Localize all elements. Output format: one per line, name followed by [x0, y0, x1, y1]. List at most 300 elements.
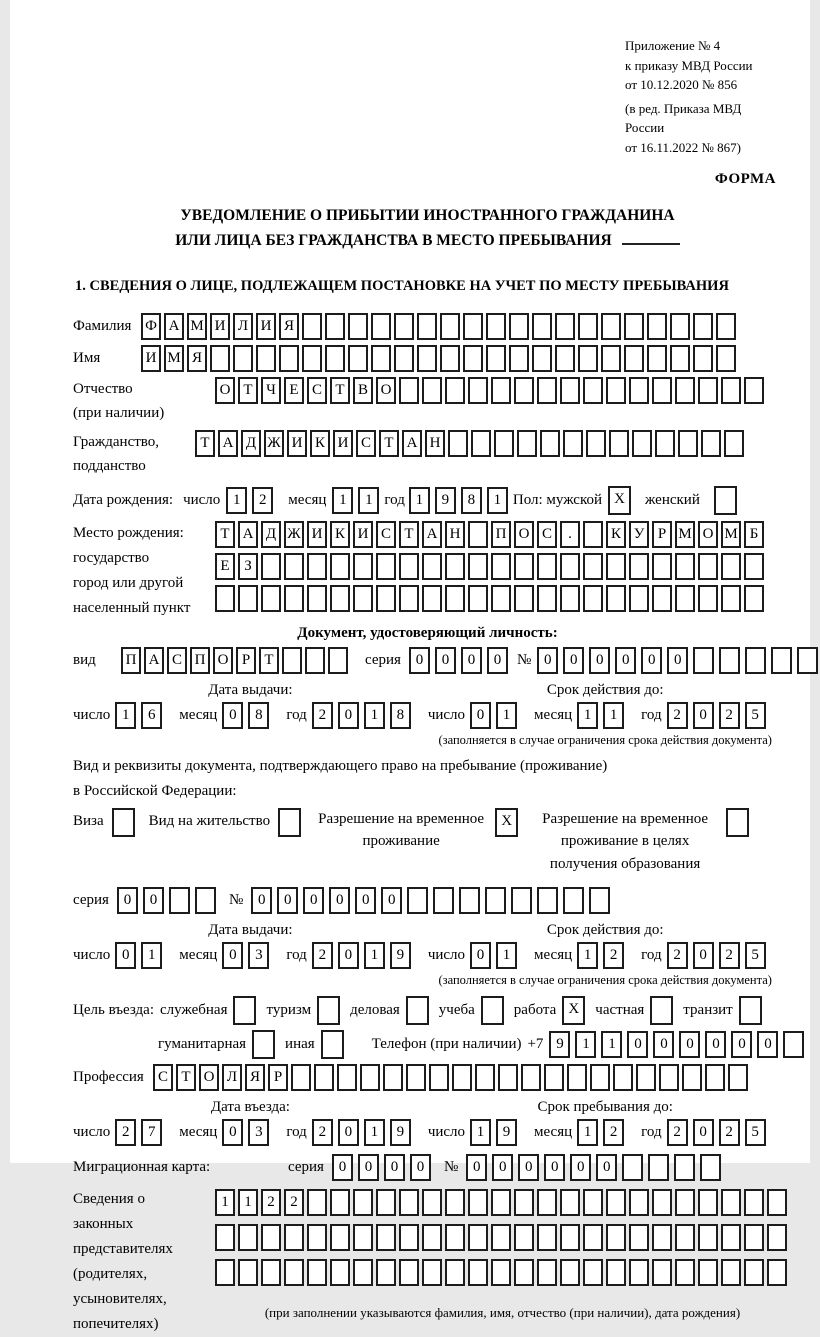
doc-number-box[interactable]: 0 — [537, 647, 558, 674]
birth-place-char-box[interactable]: О — [698, 521, 718, 548]
birth-place-char-box[interactable]: И — [353, 521, 373, 548]
birth-place-char-box[interactable]: Ж — [284, 521, 304, 548]
profession-char-box[interactable] — [498, 1064, 518, 1091]
profession-char-box[interactable]: О — [199, 1064, 219, 1091]
migration-number-box[interactable] — [674, 1154, 695, 1181]
birth-place-char-box[interactable] — [376, 585, 396, 612]
representative-char-box[interactable] — [537, 1259, 557, 1286]
business-checkbox[interactable] — [406, 996, 429, 1025]
birth-place-char-box[interactable]: С — [537, 521, 557, 548]
doc-kind-char-box[interactable]: Т — [259, 647, 279, 674]
migration-series-box[interactable]: 0 — [332, 1154, 353, 1181]
valid-day-box[interactable]: 0 — [470, 702, 491, 729]
migration-number-box[interactable]: 0 — [518, 1154, 539, 1181]
birth-place-char-box[interactable] — [399, 585, 419, 612]
birth-place-char-box[interactable]: П — [491, 521, 511, 548]
profession-char-box[interactable] — [475, 1064, 495, 1091]
name-char-box[interactable] — [463, 345, 483, 372]
profession-char-box[interactable] — [705, 1064, 725, 1091]
representative-char-box[interactable] — [284, 1259, 304, 1286]
representative-char-box[interactable] — [583, 1259, 603, 1286]
birth-place-char-box[interactable]: К — [330, 521, 350, 548]
name-char-box[interactable] — [256, 345, 276, 372]
name-char-box[interactable] — [394, 345, 414, 372]
birth-place-char-box[interactable] — [307, 553, 327, 580]
representative-char-box[interactable] — [399, 1189, 419, 1216]
profession-char-box[interactable] — [521, 1064, 541, 1091]
residence-series-box[interactable] — [169, 887, 190, 914]
residence-valid-month-box[interactable]: 1 — [577, 942, 598, 969]
representative-char-box[interactable] — [698, 1224, 718, 1251]
representative-char-box[interactable] — [353, 1224, 373, 1251]
residence-number-box[interactable] — [485, 887, 506, 914]
citizenship-char-box[interactable]: А — [402, 430, 422, 457]
doc-kind-char-box[interactable]: А — [144, 647, 164, 674]
profession-char-box[interactable] — [728, 1064, 748, 1091]
birth-place-char-box[interactable] — [284, 553, 304, 580]
stay-year-box[interactable]: 2 — [719, 1119, 740, 1146]
residence-series-box[interactable]: 0 — [117, 887, 138, 914]
representative-char-box[interactable] — [675, 1189, 695, 1216]
residence-number-box[interactable]: 0 — [277, 887, 298, 914]
residence-issue-year-box[interactable]: 1 — [364, 942, 385, 969]
residence-number-box[interactable] — [433, 887, 454, 914]
representative-char-box[interactable] — [215, 1259, 235, 1286]
representative-char-box[interactable] — [422, 1259, 442, 1286]
birth-place-char-box[interactable] — [537, 585, 557, 612]
surname-char-box[interactable] — [394, 313, 414, 340]
birth-place-char-box[interactable] — [560, 585, 580, 612]
migration-number-box[interactable]: 0 — [544, 1154, 565, 1181]
birth-place-char-box[interactable]: З — [238, 553, 258, 580]
birth-place-char-box[interactable] — [675, 585, 695, 612]
patronymic-char-box[interactable]: О — [376, 377, 396, 404]
residence-series-box[interactable] — [195, 887, 216, 914]
birth-place-char-box[interactable]: Т — [399, 521, 419, 548]
humanitarian-checkbox[interactable] — [252, 1030, 275, 1059]
birth-place-char-box[interactable]: Д — [261, 521, 281, 548]
birth-place-char-box[interactable] — [261, 585, 281, 612]
doc-number-box[interactable] — [693, 647, 714, 674]
residence-number-box[interactable]: 0 — [381, 887, 402, 914]
birth-place-char-box[interactable] — [353, 585, 373, 612]
birth-place-char-box[interactable] — [307, 585, 327, 612]
birth-place-char-box[interactable] — [629, 553, 649, 580]
representative-char-box[interactable] — [514, 1259, 534, 1286]
doc-kind-char-box[interactable] — [328, 647, 348, 674]
name-char-box[interactable] — [716, 345, 736, 372]
issue-day-box[interactable]: 6 — [141, 702, 162, 729]
representative-char-box[interactable] — [514, 1224, 534, 1251]
residence-valid-month-box[interactable]: 2 — [603, 942, 624, 969]
representative-char-box[interactable]: 2 — [261, 1189, 281, 1216]
name-char-box[interactable]: И — [141, 345, 161, 372]
representative-char-box[interactable] — [261, 1259, 281, 1286]
birth-place-char-box[interactable] — [330, 553, 350, 580]
birth-year-box[interactable]: 1 — [409, 487, 430, 514]
residence-number-box[interactable]: 0 — [303, 887, 324, 914]
citizenship-char-box[interactable] — [701, 430, 721, 457]
profession-char-box[interactable]: Р — [268, 1064, 288, 1091]
representative-char-box[interactable] — [330, 1189, 350, 1216]
phone-digit-box[interactable] — [783, 1031, 804, 1058]
residence-issue-day-box[interactable]: 1 — [141, 942, 162, 969]
doc-series-box[interactable]: 0 — [409, 647, 430, 674]
migration-number-box[interactable] — [700, 1154, 721, 1181]
representative-char-box[interactable] — [399, 1224, 419, 1251]
citizenship-char-box[interactable]: К — [310, 430, 330, 457]
residence-number-box[interactable] — [563, 887, 584, 914]
valid-month-box[interactable]: 1 — [603, 702, 624, 729]
birth-place-char-box[interactable] — [514, 585, 534, 612]
birth-place-char-box[interactable] — [376, 553, 396, 580]
name-char-box[interactable] — [325, 345, 345, 372]
citizenship-char-box[interactable]: И — [333, 430, 353, 457]
citizenship-char-box[interactable]: И — [287, 430, 307, 457]
citizenship-char-box[interactable] — [632, 430, 652, 457]
entry-day-box[interactable]: 2 — [115, 1119, 136, 1146]
profession-char-box[interactable] — [291, 1064, 311, 1091]
birth-place-char-box[interactable] — [353, 553, 373, 580]
doc-series-box[interactable]: 0 — [487, 647, 508, 674]
surname-char-box[interactable]: Ф — [141, 313, 161, 340]
entry-day-box[interactable]: 7 — [141, 1119, 162, 1146]
birth-place-char-box[interactable]: О — [514, 521, 534, 548]
representative-char-box[interactable] — [330, 1224, 350, 1251]
name-char-box[interactable] — [440, 345, 460, 372]
residence-valid-year-box[interactable]: 2 — [719, 942, 740, 969]
representative-char-box[interactable] — [468, 1189, 488, 1216]
representative-char-box[interactable] — [721, 1189, 741, 1216]
birth-place-char-box[interactable] — [422, 585, 442, 612]
representative-char-box[interactable] — [307, 1259, 327, 1286]
citizenship-char-box[interactable] — [586, 430, 606, 457]
residence-number-box[interactable] — [511, 887, 532, 914]
birth-place-char-box[interactable] — [399, 553, 419, 580]
birth-place-char-box[interactable] — [721, 585, 741, 612]
name-char-box[interactable] — [532, 345, 552, 372]
valid-year-box[interactable]: 2 — [719, 702, 740, 729]
issue-month-box[interactable]: 8 — [248, 702, 269, 729]
birth-place-char-box[interactable] — [583, 585, 603, 612]
profession-char-box[interactable] — [429, 1064, 449, 1091]
representative-char-box[interactable] — [491, 1189, 511, 1216]
doc-number-box[interactable]: 0 — [589, 647, 610, 674]
doc-kind-char-box[interactable]: Р — [236, 647, 256, 674]
profession-char-box[interactable] — [613, 1064, 633, 1091]
birth-place-char-box[interactable] — [698, 585, 718, 612]
birth-place-char-box[interactable] — [675, 553, 695, 580]
surname-char-box[interactable] — [624, 313, 644, 340]
doc-number-box[interactable] — [771, 647, 792, 674]
birth-place-char-box[interactable] — [422, 553, 442, 580]
profession-char-box[interactable] — [659, 1064, 679, 1091]
name-char-box[interactable] — [670, 345, 690, 372]
residence-number-box[interactable]: 0 — [329, 887, 350, 914]
stay-year-box[interactable]: 0 — [693, 1119, 714, 1146]
representative-char-box[interactable] — [744, 1189, 764, 1216]
name-char-box[interactable] — [371, 345, 391, 372]
surname-char-box[interactable]: Я — [279, 313, 299, 340]
citizenship-char-box[interactable]: Н — [425, 430, 445, 457]
representative-char-box[interactable] — [629, 1259, 649, 1286]
residence-issue-year-box[interactable]: 9 — [390, 942, 411, 969]
phone-digit-box[interactable]: 1 — [575, 1031, 596, 1058]
residence-number-box[interactable]: 0 — [355, 887, 376, 914]
representative-char-box[interactable] — [767, 1224, 787, 1251]
representative-char-box[interactable] — [606, 1189, 626, 1216]
residence-number-box[interactable] — [407, 887, 428, 914]
birth-place-char-box[interactable]: Б — [744, 521, 764, 548]
residence-issue-year-box[interactable]: 0 — [338, 942, 359, 969]
birth-place-char-box[interactable]: . — [560, 521, 580, 548]
representative-char-box[interactable] — [583, 1224, 603, 1251]
representative-char-box[interactable] — [307, 1189, 327, 1216]
profession-char-box[interactable] — [360, 1064, 380, 1091]
surname-char-box[interactable] — [302, 313, 322, 340]
doc-kind-char-box[interactable]: П — [121, 647, 141, 674]
representative-char-box[interactable] — [491, 1224, 511, 1251]
birth-place-char-box[interactable] — [583, 521, 603, 548]
tourism-checkbox[interactable] — [317, 996, 340, 1025]
birth-place-char-box[interactable] — [652, 553, 672, 580]
birth-place-char-box[interactable] — [629, 585, 649, 612]
doc-number-box[interactable] — [797, 647, 818, 674]
temp-residence-checkbox[interactable]: X — [495, 808, 518, 837]
surname-char-box[interactable]: А — [164, 313, 184, 340]
patronymic-char-box[interactable] — [721, 377, 741, 404]
representative-char-box[interactable] — [652, 1189, 672, 1216]
citizenship-char-box[interactable] — [494, 430, 514, 457]
surname-char-box[interactable] — [486, 313, 506, 340]
issue-month-box[interactable]: 0 — [222, 702, 243, 729]
phone-digit-box[interactable]: 1 — [601, 1031, 622, 1058]
name-char-box[interactable] — [578, 345, 598, 372]
birth-day-box[interactable]: 1 — [226, 487, 247, 514]
representative-char-box[interactable] — [514, 1189, 534, 1216]
surname-char-box[interactable] — [463, 313, 483, 340]
representative-char-box[interactable] — [537, 1189, 557, 1216]
representative-char-box[interactable] — [744, 1259, 764, 1286]
representative-char-box[interactable] — [307, 1224, 327, 1251]
phone-digit-box[interactable]: 9 — [549, 1031, 570, 1058]
surname-char-box[interactable] — [371, 313, 391, 340]
birth-place-char-box[interactable]: С — [376, 521, 396, 548]
entry-year-box[interactable]: 1 — [364, 1119, 385, 1146]
patronymic-char-box[interactable] — [445, 377, 465, 404]
citizenship-char-box[interactable]: Т — [379, 430, 399, 457]
surname-char-box[interactable] — [509, 313, 529, 340]
issue-year-box[interactable]: 8 — [390, 702, 411, 729]
patronymic-char-box[interactable] — [537, 377, 557, 404]
female-checkbox[interactable] — [714, 486, 737, 515]
birth-place-char-box[interactable] — [652, 585, 672, 612]
profession-char-box[interactable]: Т — [176, 1064, 196, 1091]
representative-char-box[interactable] — [652, 1259, 672, 1286]
representative-char-box[interactable] — [698, 1189, 718, 1216]
birth-day-box[interactable]: 2 — [252, 487, 273, 514]
representative-char-box[interactable] — [445, 1259, 465, 1286]
birth-month-box[interactable]: 1 — [332, 487, 353, 514]
name-char-box[interactable] — [693, 345, 713, 372]
issue-day-box[interactable]: 1 — [115, 702, 136, 729]
citizenship-char-box[interactable]: Ж — [264, 430, 284, 457]
doc-series-box[interactable]: 0 — [435, 647, 456, 674]
birth-place-char-box[interactable] — [560, 553, 580, 580]
stay-day-box[interactable]: 1 — [470, 1119, 491, 1146]
phone-digit-box[interactable]: 0 — [627, 1031, 648, 1058]
birth-place-char-box[interactable] — [445, 553, 465, 580]
entry-year-box[interactable]: 0 — [338, 1119, 359, 1146]
citizenship-char-box[interactable] — [448, 430, 468, 457]
surname-char-box[interactable]: И — [210, 313, 230, 340]
patronymic-char-box[interactable] — [583, 377, 603, 404]
birth-place-char-box[interactable] — [491, 553, 511, 580]
valid-year-box[interactable]: 0 — [693, 702, 714, 729]
citizenship-char-box[interactable] — [609, 430, 629, 457]
patronymic-char-box[interactable]: Т — [330, 377, 350, 404]
patronymic-char-box[interactable] — [675, 377, 695, 404]
representative-char-box[interactable] — [468, 1224, 488, 1251]
stay-month-box[interactable]: 1 — [577, 1119, 598, 1146]
doc-number-box[interactable]: 0 — [615, 647, 636, 674]
birth-place-char-box[interactable]: А — [238, 521, 258, 548]
birth-year-box[interactable]: 9 — [435, 487, 456, 514]
patronymic-char-box[interactable] — [560, 377, 580, 404]
birth-place-char-box[interactable]: К — [606, 521, 626, 548]
residence-valid-year-box[interactable]: 2 — [667, 942, 688, 969]
profession-char-box[interactable] — [337, 1064, 357, 1091]
patronymic-char-box[interactable] — [606, 377, 626, 404]
representative-char-box[interactable] — [675, 1224, 695, 1251]
surname-char-box[interactable] — [555, 313, 575, 340]
birth-place-char-box[interactable] — [698, 553, 718, 580]
representative-char-box[interactable] — [445, 1189, 465, 1216]
representative-char-box[interactable] — [376, 1224, 396, 1251]
name-char-box[interactable]: Я — [187, 345, 207, 372]
representative-char-box[interactable] — [560, 1259, 580, 1286]
issue-year-box[interactable]: 2 — [312, 702, 333, 729]
surname-char-box[interactable] — [578, 313, 598, 340]
migration-series-box[interactable]: 0 — [384, 1154, 405, 1181]
representative-char-box[interactable] — [468, 1259, 488, 1286]
birth-place-char-box[interactable] — [514, 553, 534, 580]
patronymic-char-box[interactable] — [514, 377, 534, 404]
patronymic-char-box[interactable] — [698, 377, 718, 404]
migration-number-box[interactable] — [648, 1154, 669, 1181]
phone-digit-box[interactable]: 0 — [731, 1031, 752, 1058]
residence-number-box[interactable]: 0 — [251, 887, 272, 914]
surname-char-box[interactable]: Л — [233, 313, 253, 340]
profession-char-box[interactable] — [544, 1064, 564, 1091]
study-checkbox[interactable] — [481, 996, 504, 1025]
birth-place-char-box[interactable] — [606, 553, 626, 580]
representative-char-box[interactable] — [353, 1259, 373, 1286]
patronymic-char-box[interactable]: Е — [284, 377, 304, 404]
surname-char-box[interactable] — [440, 313, 460, 340]
patronymic-char-box[interactable] — [468, 377, 488, 404]
birth-place-char-box[interactable]: И — [307, 521, 327, 548]
birth-place-char-box[interactable] — [468, 585, 488, 612]
entry-month-box[interactable]: 3 — [248, 1119, 269, 1146]
surname-char-box[interactable] — [532, 313, 552, 340]
birth-place-char-box[interactable] — [744, 553, 764, 580]
name-char-box[interactable] — [555, 345, 575, 372]
profession-char-box[interactable] — [590, 1064, 610, 1091]
name-char-box[interactable] — [302, 345, 322, 372]
citizenship-char-box[interactable] — [563, 430, 583, 457]
private-checkbox[interactable] — [650, 996, 673, 1025]
representative-char-box[interactable] — [721, 1224, 741, 1251]
valid-year-box[interactable]: 2 — [667, 702, 688, 729]
valid-day-box[interactable]: 1 — [496, 702, 517, 729]
patronymic-char-box[interactable] — [629, 377, 649, 404]
surname-char-box[interactable] — [348, 313, 368, 340]
name-char-box[interactable] — [647, 345, 667, 372]
residence-number-box[interactable] — [589, 887, 610, 914]
name-char-box[interactable] — [417, 345, 437, 372]
residence-issue-month-box[interactable]: 0 — [222, 942, 243, 969]
birth-place-char-box[interactable]: Т — [215, 521, 235, 548]
representative-char-box[interactable] — [376, 1189, 396, 1216]
surname-char-box[interactable]: И — [256, 313, 276, 340]
profession-char-box[interactable] — [682, 1064, 702, 1091]
birth-place-char-box[interactable] — [744, 585, 764, 612]
representative-char-box[interactable] — [652, 1224, 672, 1251]
citizenship-char-box[interactable] — [540, 430, 560, 457]
birth-month-box[interactable]: 1 — [358, 487, 379, 514]
birth-year-box[interactable]: 1 — [487, 487, 508, 514]
representative-char-box[interactable] — [399, 1259, 419, 1286]
birth-place-char-box[interactable]: М — [721, 521, 741, 548]
doc-number-box[interactable]: 0 — [563, 647, 584, 674]
representative-char-box[interactable] — [422, 1189, 442, 1216]
name-char-box[interactable] — [624, 345, 644, 372]
representative-char-box[interactable] — [261, 1224, 281, 1251]
surname-char-box[interactable] — [647, 313, 667, 340]
name-char-box[interactable] — [348, 345, 368, 372]
representative-char-box[interactable]: 1 — [215, 1189, 235, 1216]
temp-residence-education-checkbox[interactable] — [726, 808, 749, 837]
migration-number-box[interactable]: 0 — [466, 1154, 487, 1181]
stay-day-box[interactable]: 9 — [496, 1119, 517, 1146]
name-char-box[interactable] — [210, 345, 230, 372]
residence-valid-year-box[interactable]: 0 — [693, 942, 714, 969]
official-checkbox[interactable] — [233, 996, 256, 1025]
doc-number-box[interactable]: 0 — [667, 647, 688, 674]
representative-char-box[interactable] — [767, 1259, 787, 1286]
surname-char-box[interactable] — [670, 313, 690, 340]
patronymic-char-box[interactable]: Ч — [261, 377, 281, 404]
citizenship-char-box[interactable] — [517, 430, 537, 457]
representative-char-box[interactable] — [560, 1189, 580, 1216]
migration-series-box[interactable]: 0 — [358, 1154, 379, 1181]
residence-number-box[interactable] — [459, 887, 480, 914]
doc-series-box[interactable]: 0 — [461, 647, 482, 674]
work-checkbox[interactable]: X — [562, 996, 585, 1025]
valid-year-box[interactable]: 5 — [745, 702, 766, 729]
representative-char-box[interactable] — [491, 1259, 511, 1286]
representative-char-box[interactable] — [330, 1259, 350, 1286]
profession-char-box[interactable] — [567, 1064, 587, 1091]
entry-year-box[interactable]: 9 — [390, 1119, 411, 1146]
doc-kind-char-box[interactable]: О — [213, 647, 233, 674]
residence-permit-checkbox[interactable] — [278, 808, 301, 837]
surname-char-box[interactable] — [325, 313, 345, 340]
birth-place-char-box[interactable] — [468, 553, 488, 580]
representative-char-box[interactable] — [238, 1224, 258, 1251]
doc-kind-char-box[interactable]: П — [190, 647, 210, 674]
